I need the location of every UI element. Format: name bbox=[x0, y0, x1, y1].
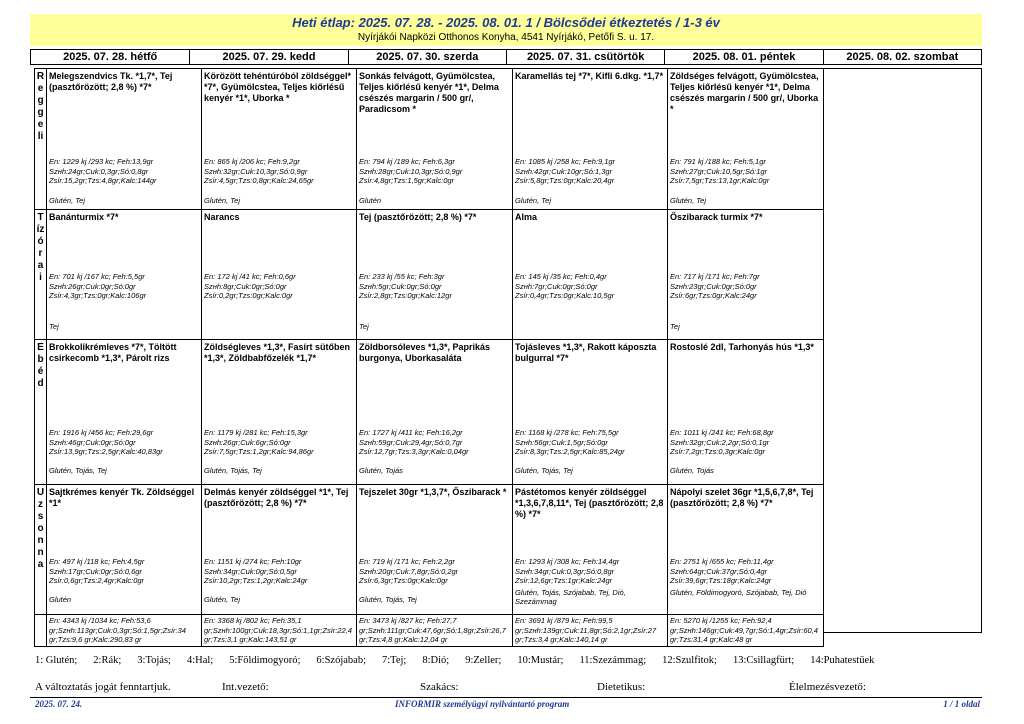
allergen-text: Glutén bbox=[49, 595, 72, 604]
menu-cell bbox=[668, 340, 824, 485]
menu-cell bbox=[668, 69, 824, 210]
food-text: Delmás kenyér zöldséggel *1*, Tej (pasztőrözött; 2,8 %) *7* bbox=[204, 487, 349, 508]
footer-divider bbox=[30, 697, 982, 698]
allergen-legend-item: 10:Mustár; bbox=[517, 655, 564, 666]
food-text: Rostoslé 2dl, Tarhonyás hús *1,3* bbox=[670, 342, 814, 352]
allergen-text: Glutén, Földimogyoró, Szójabab, Tej, Dió bbox=[670, 588, 807, 597]
food-text: Tej (pasztőrözött; 2,8 %) *7* bbox=[359, 212, 477, 222]
allergen-text: Glutén, Tej bbox=[204, 595, 240, 604]
nutrition-text: En: 717 kj /171 kc; Feh:7gr Szнh:23gr;Cuk:0gr;Só:0gr Zsír:6gr;Tzs:0gr;Kalc:24gr bbox=[670, 272, 760, 300]
food-text: Körözött tehéntúróból zöldséggel* *7*, Gyümölcstea, Teljes kiőrlésű kenyér *1*, Uborka * bbox=[204, 71, 351, 103]
allergen-text: Glutén, Tej bbox=[515, 196, 551, 205]
menu-cell bbox=[513, 69, 668, 210]
nutrition-text: En: 1229 kj /293 kc; Feh:13,9gr Szнh:24gr;Cuk:0,3gr;Só:0,8gr Zsír:15,2gr;Tzs:4,8gr;Kalc:144gr bbox=[49, 157, 157, 185]
sum-cell bbox=[47, 615, 202, 647]
allergen-text: Glutén, Tej bbox=[204, 196, 240, 205]
print-date: 2025. 07. 24. bbox=[35, 699, 83, 709]
allergen-legend-item: 3:Tojás; bbox=[137, 655, 171, 666]
allergen-text: Glutén, Tojás, Tej bbox=[204, 466, 262, 475]
nutrition-text: En: 145 kj /35 kc; Feh:0,4gr Szнh:7gr;Cuk:0gr;Só:0gr Zsír:0,4gr;Tzs:0gr;Kalc:10,5gr bbox=[515, 272, 615, 300]
menu-cell bbox=[202, 485, 357, 615]
title-banner bbox=[30, 14, 982, 46]
program-name: INFORMIR személyügyi nyilvántartó program bbox=[395, 699, 570, 709]
allergen-text: Glutén, Tojás bbox=[359, 466, 403, 475]
food-text: Zöldségleves *1,3*, Fasírt sütőben *1,3*, Zöldbabfőzelék *1,7* bbox=[204, 342, 351, 363]
allergen-text: Glutén, Tej bbox=[670, 196, 706, 205]
menu-cell bbox=[668, 485, 824, 615]
menu-table bbox=[34, 68, 824, 647]
nutrition-text: En: 701 kj /167 kc; Feh:5,5gr Szнh:26gr;Cuk:0gr;Só:0gr Zsír:4,3gr;Tzs:0gr;Kalc:106gr bbox=[49, 272, 147, 300]
nutrition-text: En: 791 kj /188 kc; Feh:5,1gr Szнh:27gr;Cuk:10,5gr;Só:1gr Zsír:7,5gr;Tzs:13,1gr;Kalc:0gr bbox=[670, 157, 770, 185]
nutrition-text: En: 172 kj /41 kc; Feh:0,6gr Szнh:8gr;Cuk:0gr;Só:0gr Zsír:0,2gr;Tzs:0gr;Kalc:0gr bbox=[204, 272, 296, 300]
day-header: 2025. 07. 31. csütörtök bbox=[506, 50, 664, 64]
menu-cell bbox=[513, 340, 668, 485]
menu-cell bbox=[47, 69, 202, 210]
allergen-legend-item: 2:Rák; bbox=[93, 655, 122, 666]
food-text: Tojásleves *1,3*, Rakott káposzta bulgurral *7* bbox=[515, 342, 657, 363]
menu-cell bbox=[202, 340, 357, 485]
allergen-text: Tej bbox=[359, 322, 369, 331]
day-header: 2025. 08. 02. szombat bbox=[823, 50, 981, 64]
menu-cell bbox=[357, 485, 513, 615]
meal-label bbox=[35, 69, 47, 210]
szakacs-label: Szakács: bbox=[420, 681, 459, 693]
day-header: 2025. 07. 28. hétfő bbox=[63, 51, 158, 63]
meal-label bbox=[35, 210, 47, 340]
saturday-column bbox=[823, 68, 982, 633]
allergen-text: Glutén, Tojás, Tej bbox=[359, 595, 417, 604]
menu-cell bbox=[357, 69, 513, 210]
food-text: Sajtkrémes kenyér Tk. Zöldséggel *1* bbox=[49, 487, 195, 508]
dietetikus-label: Dietetikus: bbox=[597, 681, 646, 693]
day-header-row bbox=[30, 49, 982, 65]
allergen-legend-item: 4:Hal; bbox=[186, 655, 214, 666]
sum-cell bbox=[513, 615, 668, 647]
meal-label-text: Tízórai bbox=[36, 212, 45, 283]
food-text: Banánturmix *7* bbox=[49, 212, 119, 222]
menu-cell bbox=[668, 210, 824, 340]
meal-row bbox=[35, 340, 824, 485]
food-text: Nápolyi szelet 36gr *1,5,6,7,8*, Tej (pasztőrözött; 2,8 %) *7* bbox=[670, 487, 814, 508]
menu-cell bbox=[357, 340, 513, 485]
food-text: Tejszelet 30gr *1,3,7*, Őszibarack * bbox=[359, 487, 507, 497]
meal-label bbox=[35, 485, 47, 615]
allergen-legend-item: 14:Puhatestűek bbox=[810, 655, 875, 666]
allergen-legend-item: 11:Szezámmag; bbox=[579, 655, 647, 666]
nutrition-text: En: 497 kj /118 kc; Feh:4,5gr Szнh:17gr;Cuk:0gr;Só:0,6gr Zsír:0,6gr;Tzs:2,4gr;Kalc:0gr bbox=[49, 557, 145, 585]
change-notice: A változtatás jogát fenntartjuk. bbox=[35, 681, 171, 693]
day-header: 2025. 07. 30. szerda bbox=[348, 50, 506, 64]
daily-sum-row bbox=[35, 615, 824, 647]
sum-text: En: 3368 kj /802 kc; Feh:35,1 gr;Szнh:100gr;Cuk:18,3gr;Só:1,1gr;Zsír:22,4 gr;Tzs:3,1 gr;Kalc:143,51 gr bbox=[204, 616, 352, 644]
menu-cell bbox=[47, 340, 202, 485]
allergen-text: Glutén bbox=[359, 196, 382, 205]
allergen-legend-item: 6:Szójabab; bbox=[316, 655, 366, 666]
nutrition-text: En: 1179 kj /281 kc; Feh:15,3gr Szнh:26gr;Cuk:6gr;Só:0gr Zsír:7,5gr;Tzs:1,2gr;Kalc:94,86gr bbox=[204, 428, 314, 456]
sum-label bbox=[35, 615, 47, 647]
menu-cell bbox=[513, 210, 668, 340]
nutrition-text: En: 1293 kj /308 kc; Feh:14,4gr Szнh:34gr;Cuk:0,3gr;Só:0,8gr Zsír:12,6gr;Tzs:1gr;Kalc:24gr bbox=[515, 557, 620, 585]
food-text: Brokkolikrémleves *7*, Töltött csirkecomb *1,3*, Párolt rizs bbox=[49, 342, 177, 363]
int-vezeto-label: Int.vezető: bbox=[222, 681, 269, 693]
nutrition-text: En: 865 kj /206 kc; Feh:9,2gr Szнh:32gr;Cuk:10,3gr;Só:0,9gr Zsír:4,5gr;Tzs:0,8gr;Kalc:24,65gr bbox=[204, 157, 314, 185]
sum-cell bbox=[668, 615, 824, 647]
allergen-legend bbox=[35, 655, 890, 666]
allergen-text: Tej bbox=[49, 322, 59, 331]
menu-cell bbox=[357, 210, 513, 340]
allergen-legend-item: 1: Glutén; bbox=[35, 655, 78, 666]
meal-label-text: Uzsonna bbox=[36, 487, 45, 570]
food-text: Pástétomos kenyér zöldséggel *1,3,6,7,8,11*, Tej (pasztőrözött; 2,8 %) *7* bbox=[515, 487, 664, 519]
sum-text: En: 5270 kj /1255 kc; Feh:92,4 gr;Szнh:146gr;Cuk:49,7gr;Só:1,4gr;Zsír:60,4 gr;Tzs:31,4 gr;Kalc:48 gr bbox=[670, 616, 818, 644]
allergen-text: Tej bbox=[670, 322, 680, 331]
menu-cell bbox=[513, 485, 668, 615]
food-text: Karamellás tej *7*, Kifli 6.dkg. *1,7* bbox=[515, 71, 664, 81]
nutrition-text: En: 1916 kj /456 kc; Feh:29,6gr Szнh:46gr;Cuk:0gr;Só:0gr Zsír:13,9gr;Tzs:2,5gr;Kalc:40,83gr bbox=[49, 428, 163, 456]
page-number: 1 / 1 oldal bbox=[943, 699, 980, 709]
allergen-legend-item: 8:Dió; bbox=[422, 655, 450, 666]
food-text: Őszibarack turmix *7* bbox=[670, 212, 763, 222]
allergen-text: Glutén, Tej bbox=[49, 196, 85, 205]
food-text: Alma bbox=[515, 212, 538, 222]
page-title: Heti étlap: 2025. 07. 28. - 2025. 08. 01. 1 / Bölcsődei étkeztetés / 1-3 év bbox=[292, 15, 720, 30]
nutrition-text: En: 794 kj /189 kc; Feh:6,3gr Szнh:28gr;Cuk:10,3gr;Só:0,9gr Zsír:4,8gr;Tzs:1,5gr;Kalc:0gr bbox=[359, 157, 463, 185]
allergen-text: Glutén, Tojás, Tej bbox=[515, 466, 573, 475]
meal-label-text: Ebéd bbox=[37, 342, 44, 389]
allergen-legend-item: 5:Földimogyoró; bbox=[229, 655, 301, 666]
nutrition-text: En: 1151 kj /274 kc; Feh:10gr Szнh:34gr;Cuk:0gr;Só:0,5gr Zsír:10,2gr;Tzs:1,2gr;Kalc:24gr bbox=[204, 557, 308, 585]
allergen-legend-item: 7:Tej; bbox=[382, 655, 407, 666]
nutrition-text: En: 1168 kj /278 kc; Feh:75,5gr Szнh:56gr;Cuk:1,5gr;Só:0gr Zsír:8,3gr;Tzs:2,5gr;Kalc:85,24gr bbox=[515, 428, 625, 456]
nutrition-text: En: 1085 kj /258 kc; Feh:9,1gr Szнh:42gr;Cuk:10gr;Só:1,3gr Zsír:5,8gr;Tzs:0gr;Kalc:20,4gr bbox=[515, 157, 616, 185]
allergen-legend-item: 9:Zeller; bbox=[465, 655, 502, 666]
meal-row bbox=[35, 485, 824, 615]
food-text: Zöldborsóleves *1,3*, Paprikás burgonya, Uborkasaláta bbox=[359, 342, 491, 363]
allergen-text: Glutén, Tojás, Szójabab, Tej, Dió, Szezámmag bbox=[515, 588, 626, 606]
menu-cell bbox=[202, 210, 357, 340]
nutrition-text: En: 1011 kj /241 kc; Feh:68,8gr Szнh:32gr;Cuk:2,2gr;Só:0,1gr Zsír:7,2gr;Tzs:0,3gr;Kalc:0gr bbox=[670, 428, 774, 456]
food-text: Zöldséges felvágott, Gyümölcstea, Teljes kiőrlésű kenyér *1*, Delma csészés margarin / 500 gr/, Uborka * bbox=[670, 71, 819, 114]
meal-row bbox=[35, 69, 824, 210]
day-header: 2025. 08. 01. péntek bbox=[664, 50, 822, 64]
allergen-legend-item: 13:Csillagfürt; bbox=[732, 655, 795, 666]
sum-cell bbox=[202, 615, 357, 647]
sum-text: En: 3691 kj /879 kc; Feh:99,5 gr;Szнh:139gr;Cuk:11,8gr;Só:2,1gr;Zsír:27 gr;Tzs:3,4 gr;Kalc:140,14 gr bbox=[515, 616, 657, 644]
sum-cell bbox=[357, 615, 513, 647]
page-subtitle: Nyírjákói Napközi Otthonos Konyha, 4541 Nyírjákó, Petőfi S. u. 17. bbox=[357, 32, 655, 43]
food-text: Sonkás felvágott, Gyümölcstea, Teljes kiőrlésű kenyér *1*, Delma csészés margarin / 500 gr/, Paradicsom * bbox=[359, 71, 499, 114]
day-header: 2025. 07. 29. kedd bbox=[189, 50, 347, 64]
menu-cell bbox=[202, 69, 357, 210]
meal-row bbox=[35, 210, 824, 340]
allergen-text: Glutén, Tojás bbox=[670, 466, 714, 475]
allergen-legend-item: 12:Szulfitok; bbox=[662, 655, 717, 666]
elelmezesvezeto-label: Élelmezésvezető: bbox=[789, 681, 866, 693]
meal-label bbox=[35, 340, 47, 485]
nutrition-text: En: 2751 kj /655 kc; Feh:11,4gr Szнh:64gr;Cuk:37gr;Só:0,4gr Zsír:39,6gr;Tzs:18gr;Kalc:24gr bbox=[670, 557, 774, 585]
menu-cell bbox=[47, 210, 202, 340]
food-text: Narancs bbox=[204, 212, 240, 222]
sum-text: En: 3473 kj /827 kc; Feh:27,7 gr;Szнh:111gr;Cuk:47,6gr;Só:1,8gr;Zsír:26,7 gr;Tzs:4,8 gr;Kalc:12,04 gr bbox=[359, 616, 506, 644]
allergen-text: Glutén, Tojás, Tej bbox=[49, 466, 107, 475]
nutrition-text: En: 233 kj /55 kc; Feh:3gr Szнh:5gr;Cuk:0gr;Só:0gr Zsír:2,8gr;Tzs:0gr;Kalc:12gr bbox=[359, 272, 452, 300]
food-text: Melegszendvics Tk. *1,7*, Tej (pasztőrözött; 2,8 %) *7* bbox=[49, 71, 173, 92]
nutrition-text: En: 719 kj /171 kc; Feh:2,2gr Szнh:20gr;Cuk:7,8gr;Só:0,2gr Zsír:6,3gr;Tzs:0gr;Kalc:0gr bbox=[359, 557, 459, 585]
sum-text: En: 4343 kj /1034 kc; Feh:53,6 gr;Szнh:113gr;Cuk:0,3gr;Só:1,5gr;Zsír:34 gr;Tzs:9,6 gr;Kalc:290,83 gr bbox=[49, 616, 186, 644]
menu-cell bbox=[47, 485, 202, 615]
meal-label-text: Reggeli bbox=[36, 71, 45, 142]
nutrition-text: En: 1727 kj /411 kc; Feh:16,2gr Szнh:59gr;Cuk:29,4gr;Só:0,7gr Zsír:12,7gr;Tzs:3,3gr;Kalc:0,04gr bbox=[359, 428, 469, 456]
